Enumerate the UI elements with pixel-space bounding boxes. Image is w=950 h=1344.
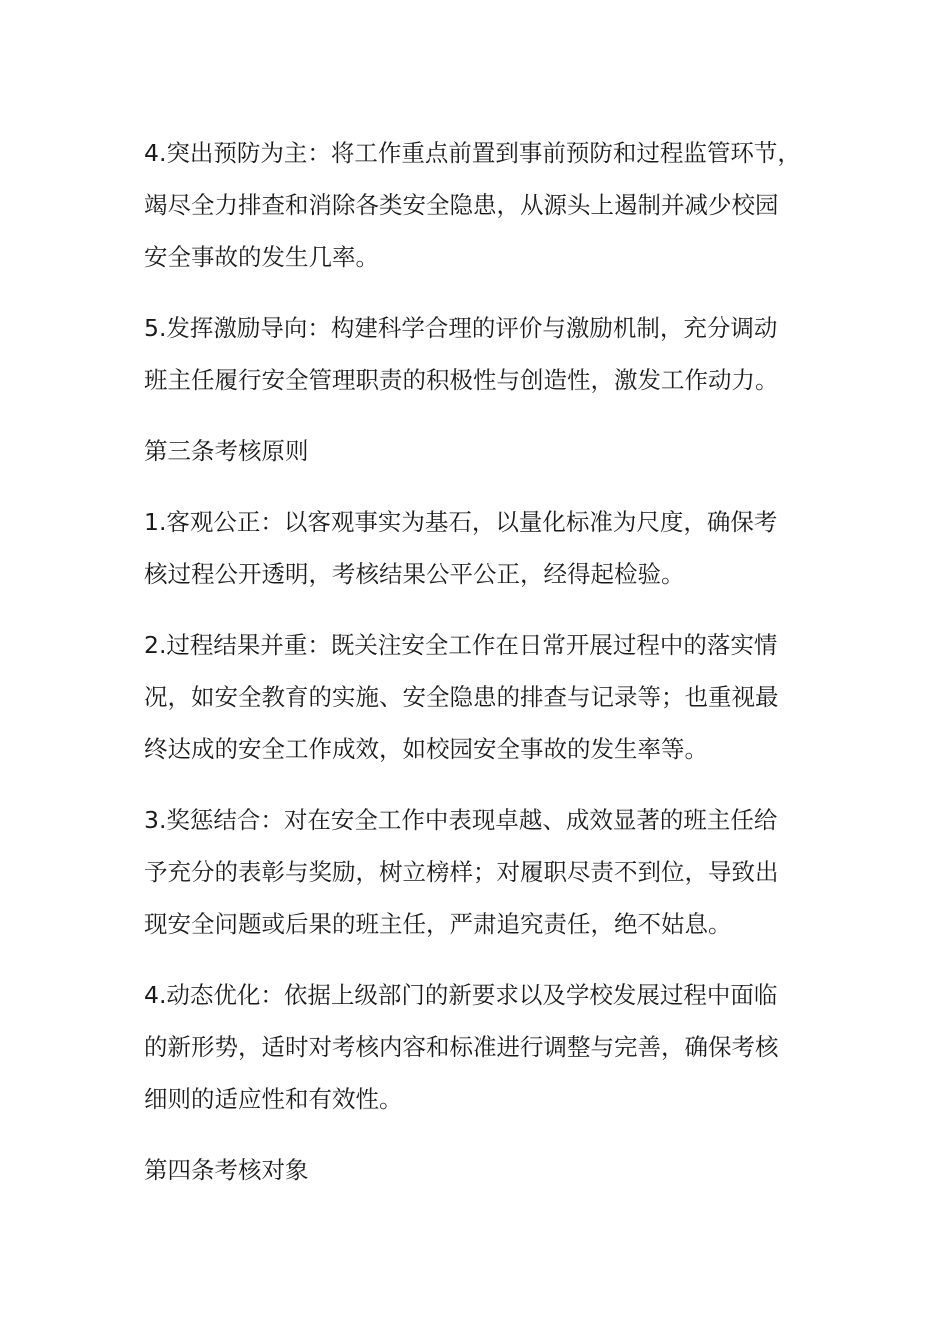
text-line: 予充分的表彰与奖励，树立榜样；对履职尽责不到位，导致出 (144, 858, 779, 886)
heading-text: 第四条考核对象 (144, 1156, 309, 1184)
text-line: 安全事故的发生几率。 (144, 243, 379, 271)
text-line: 竭尽全力排查和消除各类安全隐患，从源头上遏制并减少校园 (144, 191, 779, 219)
text-line: 的新形势，适时对考核内容和标准进行调整与完善，确保考核 (144, 1033, 779, 1061)
text-line: 细则的适应性和有效性。 (144, 1085, 403, 1113)
text-line: 班主任履行安全管理职责的积极性与创造性，激发工作动力。 (144, 366, 779, 394)
text-line: 况，如安全教育的实施、安全隐患的排查与记录等；也重视最 (144, 683, 779, 711)
section-heading-article-4 (144, 1144, 806, 1196)
text-line: 现安全问题或后果的班主任，严肃追究责任，绝不姑息。 (144, 910, 732, 938)
paragraph-reward-and-punishment (144, 794, 806, 950)
section-heading-article-3 (144, 425, 806, 477)
paragraph-prevention-first (144, 127, 806, 283)
text-line: 3.奖惩结合：对在安全工作中表现卓越、成效显著的班主任给 (144, 806, 778, 834)
text-line: 4.动态优化：依据上级部门的新要求以及学校发展过程中面临 (144, 981, 778, 1009)
text-line: 2.过程结果并重：既关注安全工作在日常开展过程中的落实情 (144, 631, 778, 659)
paragraph-dynamic-optimization (144, 969, 806, 1125)
text-line: 5.发挥激励导向：构建科学合理的评价与激励机制，充分调动 (144, 314, 778, 342)
text-line: 核过程公开透明，考核结果公平公正，经得起检验。 (144, 560, 685, 588)
text-line: 终达成的安全工作成效，如校园安全事故的发生率等。 (144, 735, 708, 763)
paragraph-incentive-guidance (144, 302, 806, 406)
text-line: 4.突出预防为主：将工作重点前置到事前预防和过程监管环节， (144, 139, 801, 167)
document-body (144, 127, 806, 1215)
heading-text: 第三条考核原则 (144, 437, 309, 465)
text-line: 1.客观公正：以客观事实为基石，以量化标准为尺度，确保考 (144, 508, 778, 536)
paragraph-objective-fair (144, 496, 806, 600)
paragraph-process-and-result (144, 619, 806, 775)
